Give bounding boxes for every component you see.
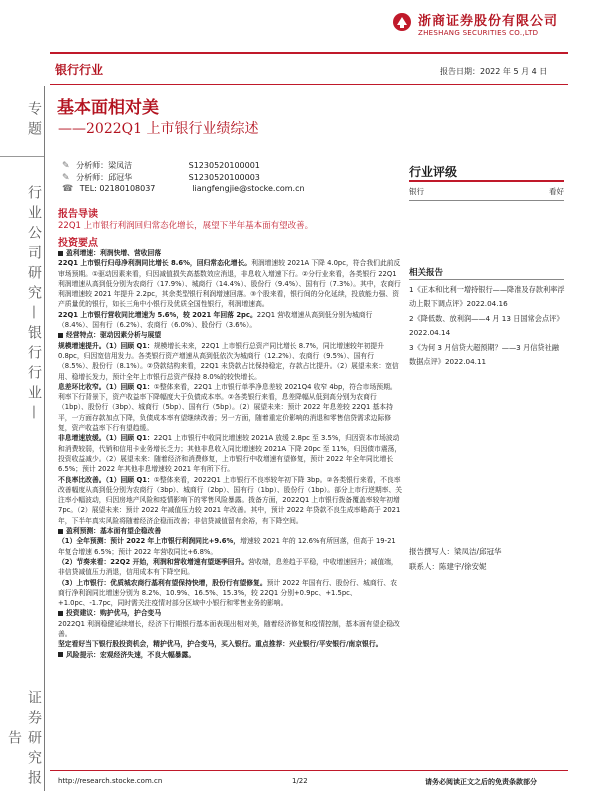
analyst-name: 分析师：梁凤洁 xyxy=(76,161,133,170)
body-paragraph xyxy=(58,258,403,309)
paragraph-lead: （1）全年预测：预计 2022 年上市银行利润同比+9.6%， xyxy=(58,537,241,546)
rating-heading: 行业评级 xyxy=(409,165,458,179)
body-paragraph xyxy=(58,639,403,649)
page-number: 1/22 xyxy=(292,777,308,785)
subheading-text: 风险提示：宏观经济失速，不良大幅暴露。 xyxy=(66,650,196,659)
body-subheading xyxy=(58,650,403,660)
sidebar-tab-research: 行业公司研究—银行行业— xyxy=(26,185,42,425)
subheading-text: 盈利增速：利润快增、营收回落 xyxy=(66,249,162,257)
body-paragraph xyxy=(58,536,403,557)
paragraph-text: 预计 2022 年国有行、股份行、城商行、农商行净利润同比增速分别为 8.2%、10.9%、16.5%、15.3%，较 22Q1 分别+0.9pc、+1.5pc、+1.0pc、-1.7pc，同时需关注疫情对部分区域中小银行和零售业务的影响。 xyxy=(58,578,398,608)
paragraph-lead: 非息增速放缓。（1）回顾 Q1： xyxy=(58,434,154,443)
analyst-cert: S1230520100003 xyxy=(188,173,260,182)
industry-label: 银行行业 xyxy=(55,63,104,77)
header-divider-thin xyxy=(50,84,568,85)
paragraph-lead: （2）节奏来看：22Q2 开始，利润和营收增速有望逐季回升。 xyxy=(58,557,249,566)
company-name-en: ZHESHANG SECURITIES CO.,LTD xyxy=(418,29,539,37)
paragraph-lead: 息差环比收窄。（1）回顾 Q1： xyxy=(58,382,154,391)
report-body xyxy=(58,248,403,660)
bullet-icon xyxy=(58,529,63,534)
body-paragraph xyxy=(58,433,403,474)
related-list xyxy=(409,283,565,370)
body-subheading xyxy=(58,526,403,536)
guide-heading: 报告导读 xyxy=(58,209,98,220)
paragraph-text: ①整体来看，2022Q1 上市银行不良率较年初下降 3bp。②各类银行来看，不良率改善幅度从高到低分别为农商行（3bp）、城商行（2bp）、国有行（1bp）、股份行（1bp）。部分上市行逆期率、关注率小幅波动，归因房地产风险和疫情影响下的零售风险暴露。拨备方面，2022Q1 上市银行拨备覆盖率较年初增 7pc。（2）展望未来：预计 2022 年减值压力较 2021 年改善。其中，预计 2022 年贷款不良生成率略高于 2021 年，下半年真实风险将随着经济企稳而改善；非信贷减值留有余裕，有下降空间。 xyxy=(58,475,403,525)
pen-icon: ✎ xyxy=(62,173,70,183)
body-subheading xyxy=(58,608,403,618)
report-contact: 联系人：陈建宇/徐安妮 xyxy=(409,562,487,571)
points-heading: 投资要点 xyxy=(58,238,98,249)
related-report-link[interactable]: 2《降低数、放利润——4 月 13 日国常会点评》2022.04.14 xyxy=(409,314,564,337)
sidebar-tab-topic: 专题 xyxy=(0,86,44,157)
paragraph-lead: 规模增速提升。（1）回顾 Q1： xyxy=(58,341,154,350)
footer-divider xyxy=(50,770,568,771)
header-divider xyxy=(50,52,568,54)
contact-email[interactable]: liangfengjie@stocke.com.cn xyxy=(192,184,305,193)
report-subtitle: ——2022Q1 上市银行业绩综述 xyxy=(58,121,259,137)
paragraph-lead: 22Q1 上市银行营收同比增速为 5.6%，较 2021 年回落 2pc。 xyxy=(58,310,257,319)
sidebar-divider xyxy=(44,86,45,791)
paragraph-lead: 22Q1 上市银行归母净利润同比增长 8.6%，回归常态化增长。 xyxy=(58,259,252,268)
related-report-link[interactable]: 3《为何 3 月信贷大超预期？——3 月信贷社融数据点评》2022.04.11 xyxy=(409,343,559,366)
body-paragraph xyxy=(58,310,403,331)
related-heading: 相关报告 xyxy=(409,268,444,278)
bullet-icon xyxy=(58,611,63,616)
contact-tel: TEL: 02180108037 xyxy=(79,184,156,193)
company-logo-icon xyxy=(392,12,412,32)
contact-row xyxy=(62,184,305,194)
paragraph-text: 22Q1 营收增速从高到低分别为城商行（8.4%）、国有行（6.2%）、农商行（6.0%）、股份行（3.6%）。 xyxy=(58,310,373,330)
analyst-name: 分析师：邱冠华 xyxy=(76,173,133,182)
body-paragraph xyxy=(58,578,403,609)
analyst-row xyxy=(62,160,260,171)
guide-text: 22Q1 上市银行利润回归常态化增长，展望下半年基本面有望改善。 xyxy=(58,221,314,231)
paragraph-text: 营收端，息差趋于平稳，中收增速回升；减值端，非信贷减值压力消退，信用成本有下降空间。 xyxy=(58,557,398,577)
paragraph-lead: 坚定看好当下银行股投资机会，精护优马，护合变马，买入银行。重点推荐：兴业银行/平安银行/南京银行。 xyxy=(58,640,383,649)
bullet-icon xyxy=(58,251,63,256)
analyst-row xyxy=(62,172,260,183)
body-paragraph xyxy=(58,475,403,526)
company-name-cn: 浙商证券股份有限公司 xyxy=(418,14,559,29)
subheading-text: 投资建议：购护优马，护合变马 xyxy=(66,609,162,618)
related-divider xyxy=(409,279,564,280)
body-paragraph xyxy=(58,341,403,382)
report-date: 报告日期：2022 年 5 月 4 日 xyxy=(440,67,548,76)
rating-row xyxy=(409,186,564,197)
paragraph-text: 2022Q1 利润稳健延续增长，经济下行期银行基本面表现出相对美，随着经济修复和疫情控制，基本面有望企稳改善。 xyxy=(58,619,400,638)
paragraph-text: 22Q1 上市银行中收同比增速较 2021A 放缓 2.8pc 至 3.5%，归因资本市场波动和消费较弱，代销和信用卡业务增长乏力；其他非息收入同比增速较 2021A 下降 20pc 至 11%，归因债市震荡，投资收益减少。（2）展望未来：随着经济和消费修复，上市银行中收增速有望修复，预计 2022 年全年同比增长 6.5%；预计 2022 年其他非息增速较 2021 年有所下行。 xyxy=(58,434,402,474)
subheading-text: 经营特点：驱动因素分析与展望 xyxy=(66,331,162,340)
analyst-cert: S1230520100001 xyxy=(188,161,260,170)
rating-divider xyxy=(409,180,564,182)
related-report-link[interactable]: 1《正本和比利一增持银行——降准及存款利率浮动上限下调点评》2022.04.16 xyxy=(409,285,565,308)
subheading-text: 盈利预测：基本面有望企稳改善 xyxy=(66,527,162,536)
bullet-icon xyxy=(58,652,63,657)
bullet-icon xyxy=(58,333,63,338)
body-paragraph xyxy=(58,382,403,433)
body-subheading xyxy=(58,248,403,258)
disclaimer-note: 请务必阅读正文之后的免责条款部分 xyxy=(425,778,537,786)
sidebar-tab-report: 证券研究报告 xyxy=(6,690,42,790)
paragraph-text: 增速较 2021 年的 12.6%有所回落，但高于 19-21 年复合增速 6.5%；预计 2022 年营收同比+6.8%。 xyxy=(58,537,396,556)
report-writer: 报告撰写人：梁凤洁/邱冠华 xyxy=(409,547,502,556)
phone-icon: ☎ xyxy=(62,184,74,194)
paragraph-lead: 不良率比改善。（1）回顾 Q1： xyxy=(58,475,154,484)
paragraph-text: 规模增长未来，22Q1 上市银行总资产同比增长 8.7%，同比增速较年初提升 0.8pc，归因宽信用发力。各类银行资产增速从高到低依次为城商行（12.2%）、农商行（9.5%）、国有行（8.5%）、股份行（8.1%）。②贷款结构来看，22Q1 未贷款占比保持稳定，存款占比提升。（2）展望未来：宽信用、稳增长发力，预计全年上市银行总资产保持 8.0%的较快增长。 xyxy=(58,341,399,381)
paragraph-text: ①整体来看，22Q1 上市银行单季净息差较 2021Q4 收窄 4bp，符合市场预期。利率下行背景下，资产收益率下降幅度大于负债成本率。②各类银行来看，息差降幅从低到高分别为农商行（1bp）、股份行（3bp）、城商行（5bp）、国有行（5bp）。（2）展望未来：预计 2022 年息差较 22Q1 基本持平，一方面存款加点下降，负债成本率有望继续改善；另一方面，随着重定价影响的消退和零售信贷需求边际修复，资产收益率下行有望趋缓。 xyxy=(58,382,397,433)
report-title: 基本面相对美 xyxy=(57,98,159,118)
rating-value: 看好 xyxy=(549,187,564,196)
paragraph-text: 利润增速较 2021A 下降 4.0pc，符合我们此前反审场预期。①驱动因素来看，归因减值损失高基数效应消退，非息收入增速下行。②分行业来看，各类银行 22Q1 利润增速从高到低分别为农商行（17.9%）、城商行（14.4%）、股份行（9.4%）、国有行（7.3%）。其中，农商行利润增速较 2021 年提升 2.2pc，其余类型银行利润增速回落。③个股来看，银行间的分化延续，投放能力强、资产质量优的银行，如长三角中小银行及优质全国性银行，利润增速高。 xyxy=(58,259,401,309)
footer-url[interactable]: http://research.stocke.com.cn xyxy=(58,777,163,785)
body-paragraph xyxy=(58,557,403,578)
body-subheading xyxy=(58,330,403,340)
rating-sector: 银行 xyxy=(409,187,424,196)
rating-divider-bottom xyxy=(409,200,564,201)
pen-icon: ✎ xyxy=(62,161,70,171)
body-paragraph xyxy=(58,619,403,640)
paragraph-lead: （3）上市银行：优质城农商行基利有望保持快增，股份行有望修复。 xyxy=(58,578,267,587)
